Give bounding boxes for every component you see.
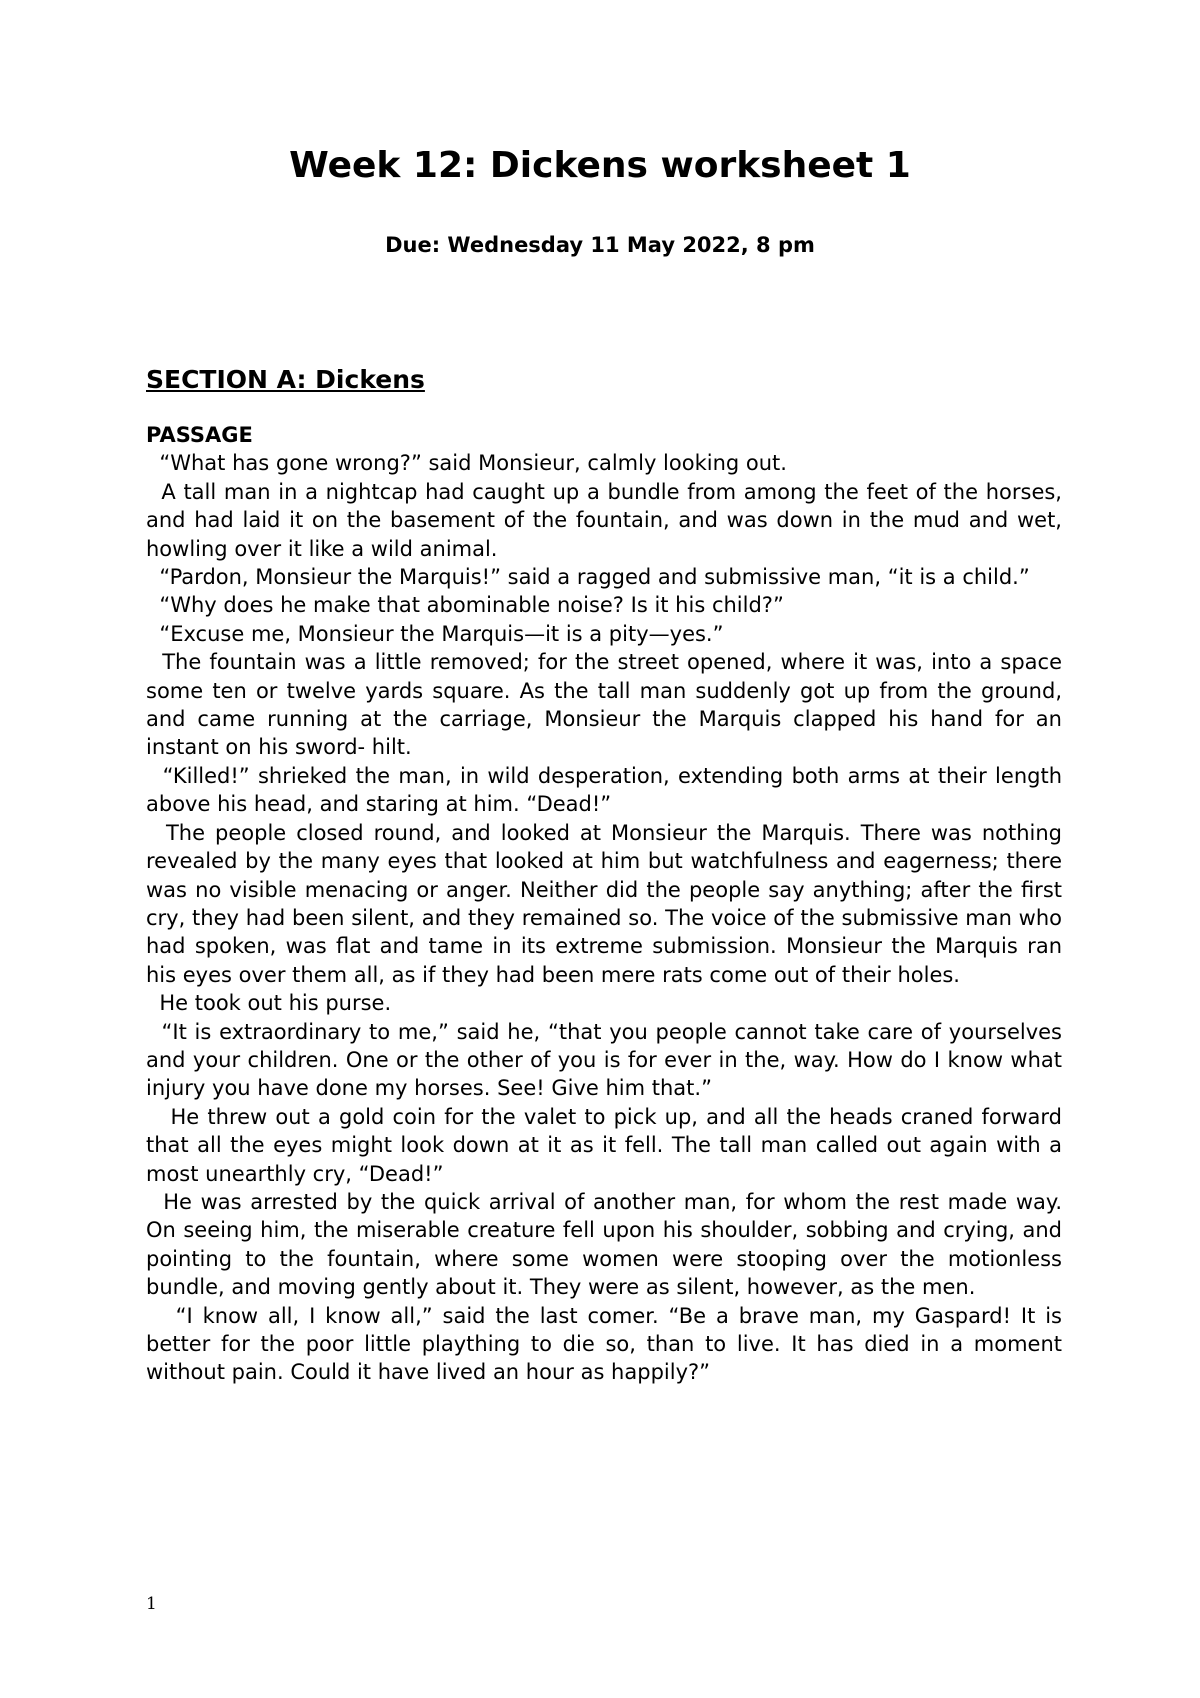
passage-paragraph: “Excuse me, Monsieur the Marquis—it is a pity—yes.” [146, 621, 724, 646]
passage-paragraph: “Pardon, Monsieur the Marquis!” said a ragged and submissive man, “it is a child.” [146, 565, 1030, 590]
passage-paragraph: The people closed round, and looked at Monsieur the Marquis. There was nothing revealed by the many eyes that looked at him but watchfulness and eagerness; there was no visible menacing or anger. Neither did the people say anything; after the first cry, they had been silent, and they remained so. The voice of the submissive man who had spoken, was flat and tame in its extreme submission. Monsieur the Marquis ran his eyes over them all, as if they had been mere rats come out of their holes. [146, 820, 1062, 987]
passage-paragraph: He was arrested by the quick arrival of another man, for whom the rest made way. On seeing him, the miserable creature fell upon his shoulder, sobbing and crying, and pointing to the fountain, where some women were stooping over the motionless bundle, and moving gently about it. They were as silent, however, as the men. [146, 1189, 1062, 1300]
passage-paragraph: “Why does he make that abominable noise? Is it his child?” [146, 593, 784, 618]
passage-paragraph: He took out his purse. [146, 991, 392, 1016]
passage-label: PASSAGE [146, 423, 253, 447]
passage-paragraph: “What has gone wrong?” said Monsieur, calmly looking out. [146, 451, 787, 476]
passage-block [146, 421, 1062, 1387]
passage-paragraph: “I know all, I know all,” said the last comer. “Be a brave man, my Gaspard! It is better for the poor little plaything to die so, than to live. It has died in a moment without pain. Could it have lived an hour as happily?” [146, 1303, 1062, 1385]
passage-paragraph: He threw out a gold coin for the valet to pick up, and all the heads craned forward that all the eyes might look down at it as it fell. The tall man called out again with a most unearthly cry, “Dead!” [146, 1104, 1062, 1186]
passage-paragraph: “It is extraordinary to me,” said he, “that you people cannot take care of yourselves and your children. One or the other of you is for ever in the, way. How do I know what injury you have done my horses. See! Give him that.” [146, 1019, 1062, 1101]
section-heading: SECTION A: Dickens [146, 365, 425, 394]
page-number: 1 [146, 1594, 157, 1614]
page-title: Week 12: Dickens worksheet 1 [289, 145, 911, 186]
due-date: Due: Wednesday 11 May 2022, 8 pm [385, 233, 815, 257]
passage-paragraph: The fountain was a little removed; for the street opened, where it was, into a space some ten or twelve yards square. As the tall man suddenly got up from the ground, and came running at the carriage, Monsieur the Marquis clapped his hand for an instant on his sword- hilt. [146, 650, 1062, 760]
passage-paragraph: A tall man in a nightcap had caught up a bundle from among the feet of the horses, and had laid it on the basement of the fountain, and was down in the mud and wet, howling over it like a wild animal. [146, 479, 1062, 561]
passage-paragraph: “Killed!” shrieked the man, in wild desperation, extending both arms at their length above his head, and staring at him. “Dead!” [146, 763, 1062, 817]
